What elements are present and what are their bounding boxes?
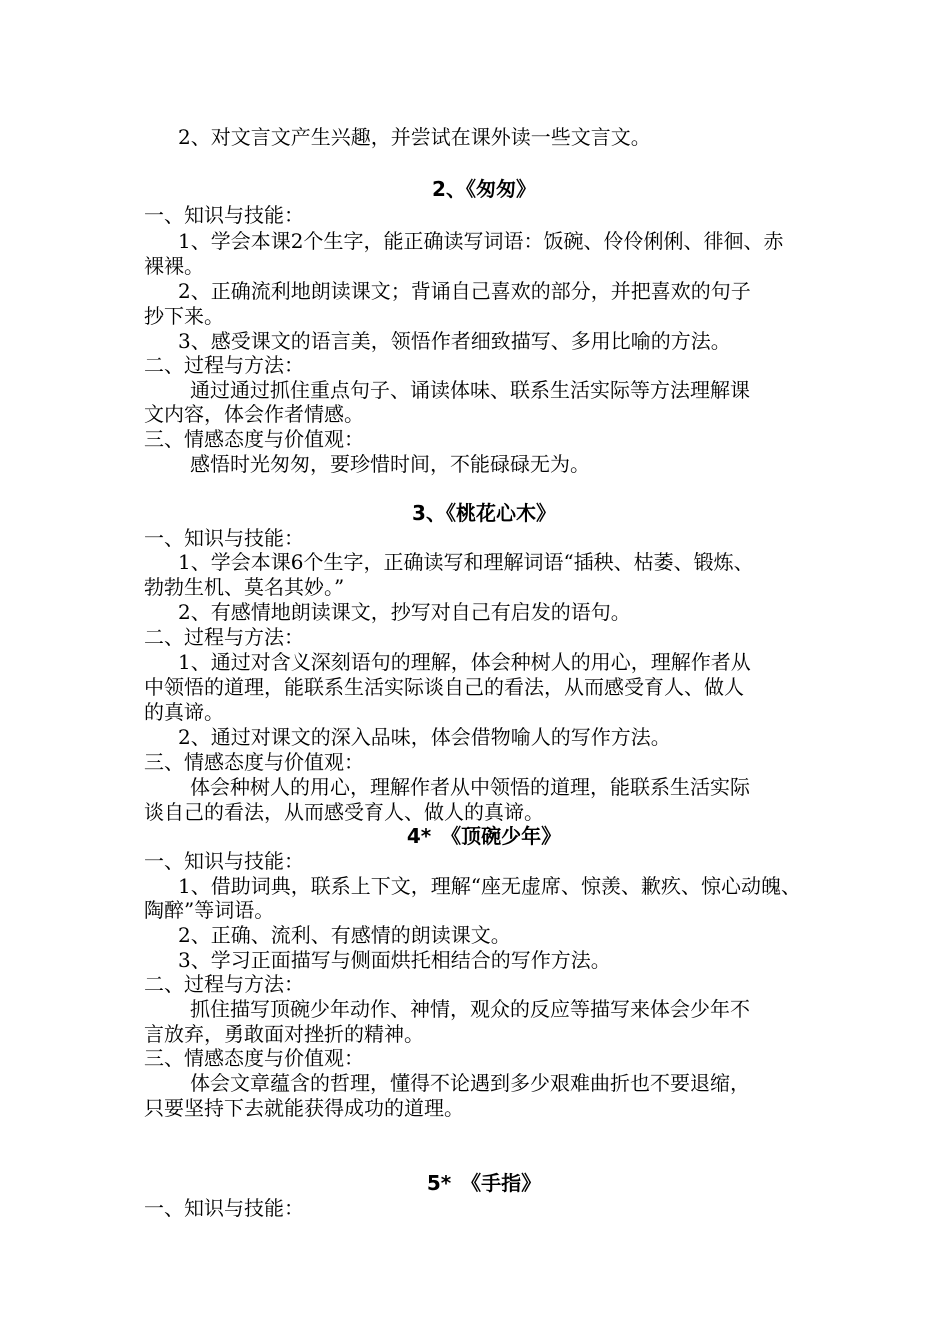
section-heading: 三、情感态度与价值观： (144, 750, 364, 774)
section-heading: 一、知识与技能： (144, 849, 304, 873)
section-heading: 三、情感态度与价值观： (144, 1046, 364, 1070)
paragraph-line: 3、感受课文的语言美，领悟作者细致描写、多用比喻的方法。 (178, 329, 731, 353)
paragraph-line: 只要坚持下去就能获得成功的道理。 (144, 1096, 464, 1120)
paragraph-line: 文内容，体会作者情感。 (144, 402, 364, 426)
paragraph-line: 体会种树人的用心，理解作者从中领悟的道理，能联系生活实际 (190, 775, 750, 799)
section-heading: 二、过程与方法： (144, 353, 304, 377)
paragraph-line: 1、通过对含义深刻语句的理解，体会种树人的用心，理解作者从 (178, 650, 751, 674)
paragraph-line: 2、通过对课文的深入品味，体会借物喻人的写作方法。 (178, 725, 671, 749)
lesson-title: 2、《匆匆》 (432, 177, 536, 201)
section-heading: 三、情感态度与价值观： (144, 427, 364, 451)
paragraph-line: 抓住描写顶碗少年动作、神情，观众的反应等描写来体会少年不 (190, 997, 750, 1021)
paragraph-line: 裸裸。 (144, 254, 204, 278)
paragraph-line: 1、学会本课6个生字，正确读写和理解词语“插秧、枯萎、锻炼、 (178, 550, 754, 574)
section-heading: 一、知识与技能： (144, 203, 304, 227)
section-heading: 一、知识与技能： (144, 526, 304, 550)
paragraph-line: 中领悟的道理，能联系生活实际谈自己的看法，从而感受育人、做人 (144, 675, 744, 699)
section-heading: 二、过程与方法： (144, 625, 304, 649)
intro-line: 2、对文言文产生兴趣，并尝试在课外读一些文言文。 (178, 125, 651, 149)
section-heading: 二、过程与方法： (144, 972, 304, 996)
lesson-title: 4* 《顶碗少年》 (406, 824, 562, 848)
paragraph-line: 体会文章蕴含的哲理，懂得不论遇到多少艰难曲折也不要退缩， (190, 1071, 750, 1095)
section-heading: 一、知识与技能： (144, 1196, 304, 1220)
paragraph-line: 勃勃生机、莫名其妙。” (144, 575, 345, 599)
lesson-title: 3、《桃花心木》 (412, 501, 556, 525)
paragraph-line: 抄下来。 (144, 304, 224, 328)
paragraph-line: 3、学习正面描写与侧面烘托相结合的写作方法。 (178, 948, 611, 972)
paragraph-line: 感悟时光匆匆，要珍惜时间，不能碌碌无为。 (190, 452, 590, 476)
paragraph-line: 陶醉”等词语。 (144, 898, 275, 922)
paragraph-line: 1、学会本课2个生字，能正确读写词语：饭碗、伶伶俐俐、徘徊、赤 (178, 229, 784, 253)
paragraph-line: 2、有感情地朗读课文，抄写对自己有启发的语句。 (178, 600, 631, 624)
paragraph-line: 1、借助词典，联系上下文，理解“座无虚席、惊羡、歉疚、惊心动魄、 (178, 874, 801, 898)
paragraph-line: 2、正确流利地朗读课文；背诵自己喜欢的部分，并把喜欢的句子 (178, 279, 751, 303)
lesson-title: 5* 《手指》 (426, 1171, 542, 1195)
paragraph-line: 2、正确、流利、有感情的朗读课文。 (178, 923, 511, 947)
paragraph-line: 谈自己的看法，从而感受育人、做人的真谛。 (144, 800, 544, 824)
paragraph-line: 言放弃，勇敢面对挫折的精神。 (144, 1022, 424, 1046)
paragraph-line: 的真谛。 (144, 700, 224, 724)
paragraph-line: 通过通过抓住重点句子、诵读体味、联系生活实际等方法理解课 (190, 378, 750, 402)
